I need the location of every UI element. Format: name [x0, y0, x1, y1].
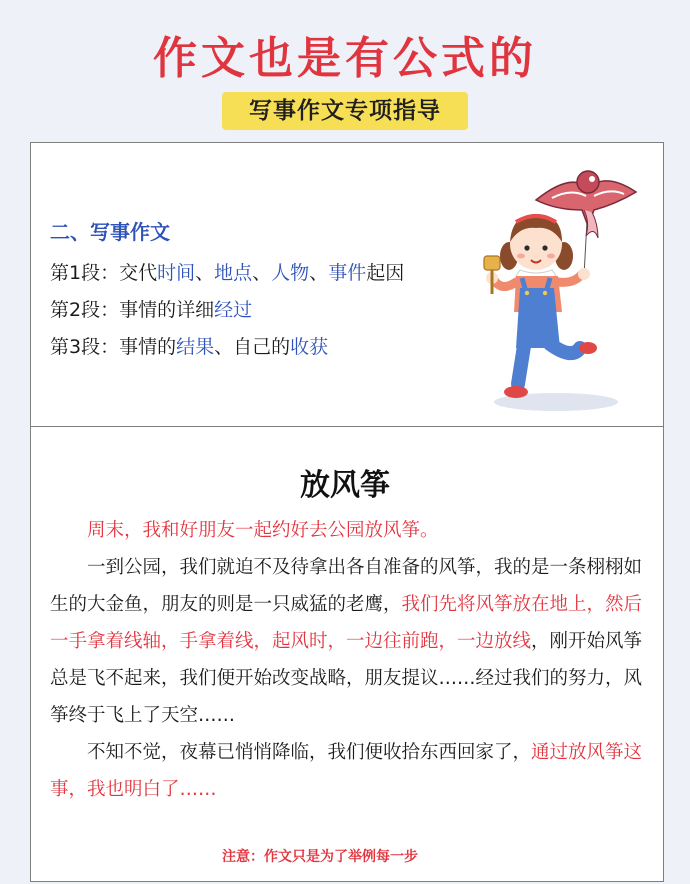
separator: 、	[309, 262, 329, 284]
formula-heading: 二、写事作文	[50, 220, 170, 244]
keyword-place: 地点	[214, 262, 253, 284]
essay-text-red: 我们先将风筝放在地上，然后一手拿着线轴，手拿着线，起风时，一边往前跑，一边放线	[50, 594, 643, 652]
essay-paragraph-1	[50, 512, 646, 549]
keyword-people: 人物	[271, 262, 310, 284]
formula-line-prefix: 第3段：事情的	[50, 336, 177, 358]
formula-line-prefix: 第1段：交代	[50, 262, 158, 284]
essay-text: 不知不觉，夜幕已悄悄降临，我们便收拾东西回家了，	[87, 742, 532, 763]
formula-line-suffix: 起因	[366, 262, 405, 284]
separator: 、	[195, 262, 215, 284]
formula-line-2	[50, 295, 252, 322]
keyword-process: 经过	[214, 299, 253, 321]
note-fade-overlay	[470, 840, 530, 866]
subtitle-banner: 写事作文专项指导	[222, 92, 468, 130]
essay-text-red: 通过放风筝这事，我也明白了……	[50, 742, 643, 800]
page-title: 作文也是有公式的	[153, 33, 537, 84]
footer-note: 注意：作文只是为了举例每一步	[222, 849, 418, 865]
keyword-result: 结果	[176, 336, 215, 358]
formula-line-middle: 、自己的	[214, 336, 291, 358]
essay-text: 一到公园，我们就迫不及待拿出各自准备的风筝，我的是一条栩栩如生的大金鱼，朋友的则是一只威猛的老鹰，	[50, 557, 643, 615]
keyword-event: 事件	[328, 262, 367, 284]
essay-paragraph-2	[50, 549, 646, 734]
keyword-time: 时间	[157, 262, 196, 284]
essay-body	[50, 512, 646, 808]
essay-text: ，刚开始风筝总是飞不起来，我们便开始改变战略，朋友提议……经过我们的努力，风筝终于飞上了天空……	[50, 631, 643, 726]
section-divider	[30, 426, 664, 427]
formula-line-3	[50, 332, 328, 359]
formula-line-1	[50, 258, 404, 285]
girl-with-kite-illustration	[476, 152, 646, 420]
keyword-gain: 收获	[290, 336, 329, 358]
formula-line-prefix: 第2段：事情的详细	[50, 299, 215, 321]
separator: 、	[252, 262, 272, 284]
essay-text-red: 周末，我和好朋友一起约好去公园放风筝。	[87, 520, 439, 541]
essay-paragraph-3	[50, 734, 646, 808]
essay-title: 放风筝	[300, 468, 390, 503]
